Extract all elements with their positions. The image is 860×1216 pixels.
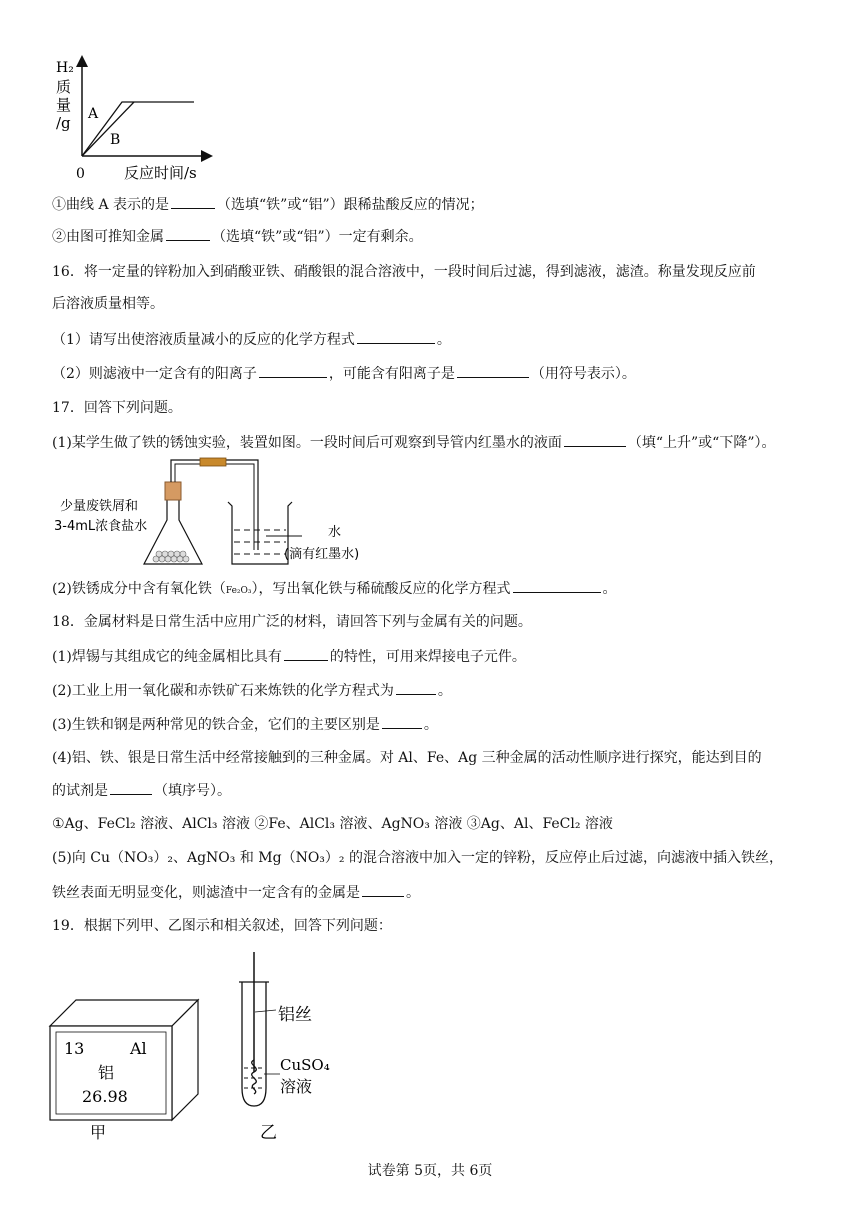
- iron-filings: [153, 551, 189, 562]
- q16-text2: 后溶液质量相等。: [52, 296, 164, 312]
- fig-label-2: 3-4mL浓食盐水: [54, 519, 148, 534]
- q18-options: ①Ag、FeCl₂ 溶液、AlCl₃ 溶液 ②Fe、AlCl₃ 溶液、AgNO₃ 溶液 ③Ag、Al、FeCl₂ 溶液: [52, 816, 613, 832]
- h2-mass-time-graph: [44, 52, 224, 184]
- page-footer: 试卷第 5页，共 6页: [367, 1163, 493, 1179]
- element-symbol: Al: [130, 1039, 147, 1058]
- element-cube-figure: [46, 996, 206, 1146]
- answer-blank[interactable]: [110, 780, 152, 795]
- iron-rust-apparatus: [52, 452, 392, 572]
- figure-label-jia: 甲: [90, 1123, 107, 1142]
- water-level: [234, 530, 286, 554]
- figure-label-yi: 乙: [260, 1123, 277, 1143]
- q18-part5-line1: (5)向 Cu（NO₃）₂、AgNO₃ 和 Mg（NO₃）₂ 的混合溶液中加入一定的锌粉，反应停止后过滤，向滤液中插入铁丝，: [52, 850, 783, 866]
- q15-line2: ②由图可推知金属 （选填“铁”或“铝”）一定有剩余。: [52, 226, 423, 247]
- test-tube-figure: [226, 948, 376, 1144]
- rubber-connector: [200, 458, 226, 466]
- q17-part2: (2)铁锈成分中含有氧化铁（Fe₂O₃），写出氧化铁与稀硫酸反应的化学方程式 。: [52, 578, 617, 601]
- y-label-top: H₂: [56, 60, 74, 76]
- solution-formula: CuSO₄: [280, 1056, 330, 1074]
- element-name: 铝: [98, 1063, 115, 1082]
- q19-title: 19．根据下列甲、乙图示和相关叙述，回答下列问题：: [52, 918, 392, 934]
- fig-label-1: 少量废铁屑和: [60, 499, 139, 514]
- y-label-2: 量: [56, 96, 72, 114]
- q16-part1: （1）请写出使溶液质量减小的反应的化学方程式 。: [52, 329, 451, 350]
- y-label-1: 质: [56, 78, 72, 96]
- answer-blank[interactable]: [513, 578, 601, 593]
- answer-blank[interactable]: [362, 882, 404, 897]
- q16-text1: 16．将一定量的锌粉加入到硝酸亚铁、硝酸银的混合溶液中，一段时间后过滤，得到滤液，滤渣。称量发现反应前: [52, 264, 756, 280]
- answer-blank[interactable]: [259, 363, 327, 378]
- q18-title: 18．金属材料是日常生活中应用广泛的材料，请回答下列与金属有关的问题。: [52, 614, 532, 630]
- solution-label: 溶液: [280, 1077, 313, 1096]
- q18-part4-line1: (4)铝、铁、银是日常生活中经常接触到的三种金属。对 Al、Fe、Ag 三种金属的活动性顺序进行探究，能达到目的: [52, 750, 762, 766]
- answer-blank[interactable]: [166, 226, 210, 241]
- answer-blank[interactable]: [457, 363, 529, 378]
- fig-water-note: (滴有红墨水): [284, 547, 360, 562]
- stopper: [165, 482, 181, 500]
- answer-blank[interactable]: [357, 329, 435, 344]
- beaker: [228, 502, 292, 564]
- answer-blank[interactable]: [564, 432, 626, 447]
- q18-part4-line2: 的试剂是 （填序号）。: [52, 780, 231, 801]
- answer-blank[interactable]: [171, 194, 215, 209]
- glass-tube: [171, 460, 258, 550]
- answer-blank[interactable]: [284, 646, 328, 661]
- wire-coil: [252, 1060, 257, 1094]
- x-axis-label: 反应时间/s: [124, 164, 197, 182]
- origin-label: 0: [76, 166, 85, 182]
- q15-line1: ①曲线 A 表示的是 （选填“铁”或“铝”）跟稀盐酸反应的情况；: [52, 194, 484, 215]
- glass-tube-inner: [175, 464, 254, 550]
- q18-part1: (1)焊锡与其组成它的纯金属相比具有 的特性，可用来焊接电子元件。: [52, 646, 526, 667]
- answer-blank[interactable]: [396, 680, 436, 695]
- label-a: A: [88, 106, 99, 122]
- q18-part2: (2)工业上用一氧化碳和赤铁矿石来炼铁的化学方程式为 。: [52, 680, 452, 701]
- q17-title: 17．回答下列问题。: [52, 400, 182, 416]
- element-number: 13: [64, 1039, 85, 1058]
- q18-part3: (3)生铁和钢是两种常见的铁合金，它们的主要区别是 。: [52, 714, 438, 735]
- q17-part1: (1)某学生做了铁的锈蚀实验，装置如图。一段时间后可观察到导管内红墨水的液面 （填“上升”或“下降”）。: [52, 432, 775, 453]
- q18-part5-line2: 铁丝表面无明显变化，则滤渣中一定含有的金属是 。: [52, 882, 420, 903]
- curve-a: [82, 102, 194, 156]
- wire-label: 铝丝: [278, 1005, 312, 1025]
- y-label-3: /g: [56, 114, 71, 132]
- q16-part2: （2）则滤液中一定含有的阳离子 ，可能含有阳离子是 （用符号表示）。: [52, 363, 636, 384]
- answer-blank[interactable]: [382, 714, 422, 729]
- fig-water: 水: [328, 525, 342, 540]
- element-mass: 26.98: [82, 1087, 128, 1106]
- label-b: B: [110, 132, 121, 148]
